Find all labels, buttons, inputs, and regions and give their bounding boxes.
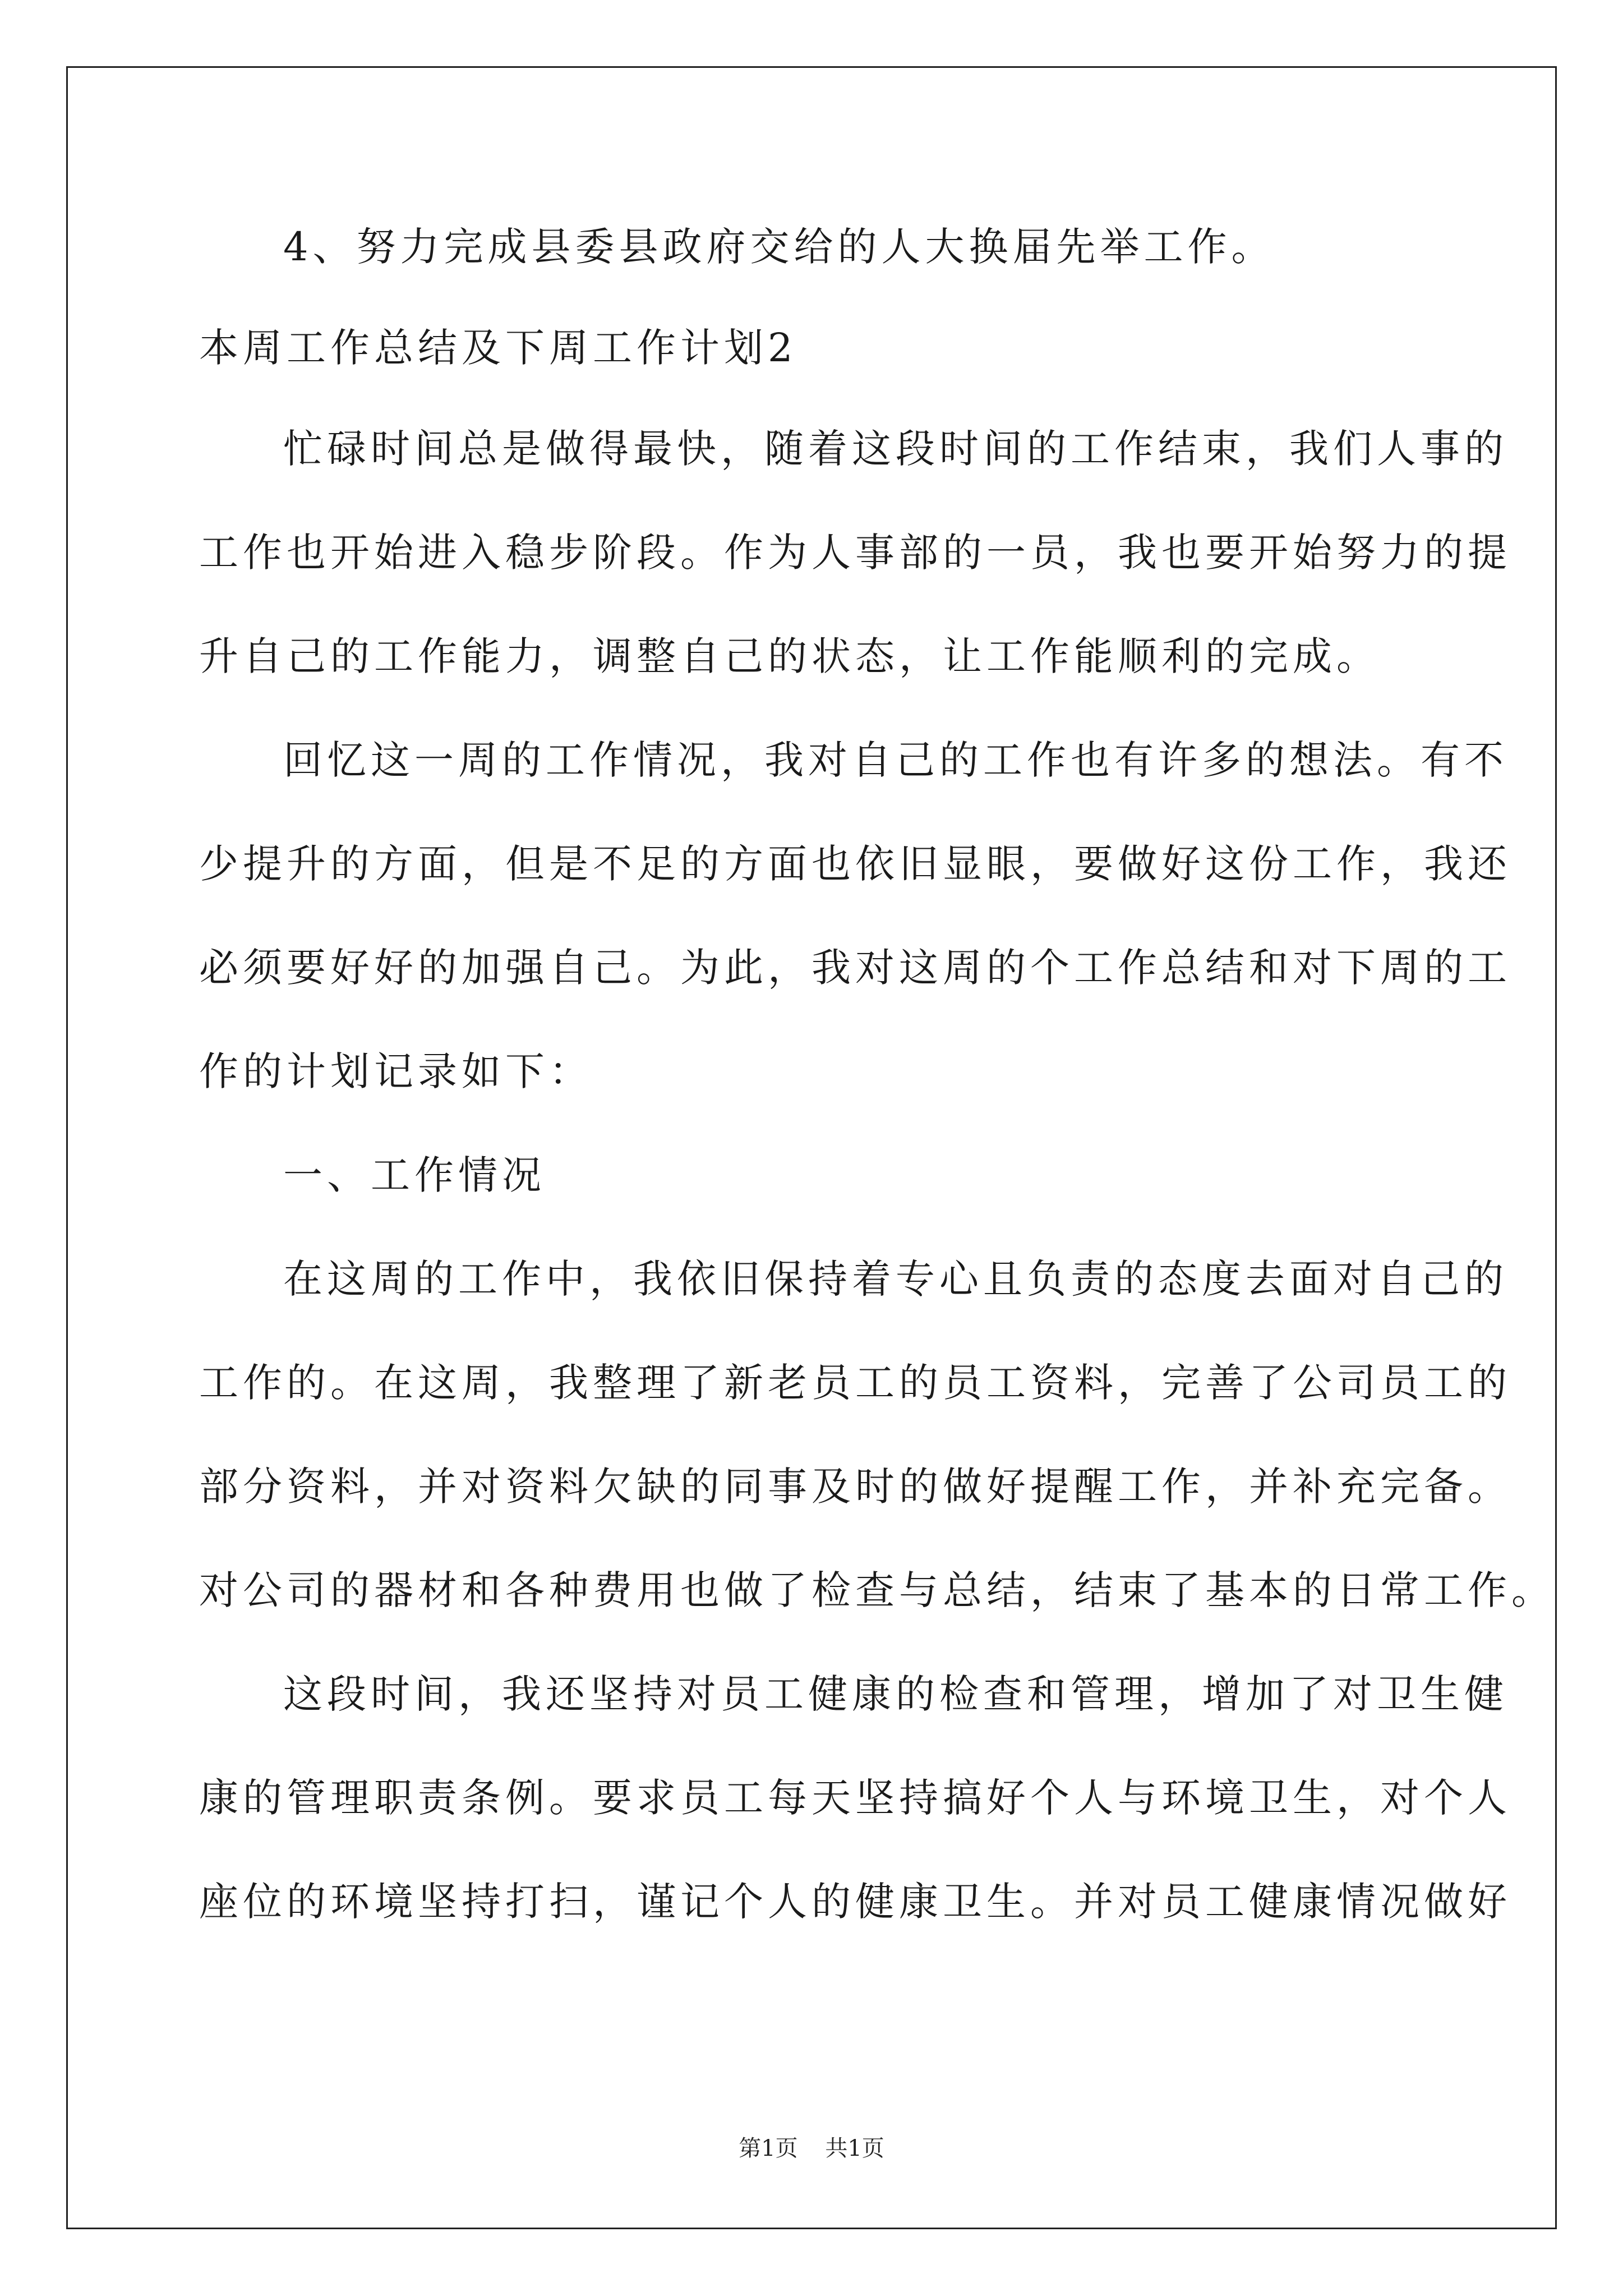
paragraph-line: 工作的。在这周，我整理了新老员工的员工资料，完善了公司员工的 — [199, 1360, 1511, 1406]
paragraph-line: 部分资料，并对资料欠缺的同事及时的做好提醒工作，并补充完备。 — [199, 1464, 1511, 1510]
paragraph-line: 工作也开始进入稳步阶段。作为人事部的一员，我也要开始努力的提 — [199, 530, 1511, 576]
paragraph-line: 在这周的工作中，我依旧保持着专心且负责的态度去面对自己的 — [283, 1256, 1508, 1302]
paragraph-line: 座位的环境坚持打扫，谨记个人的健康卫生。并对员工健康情况做好 — [199, 1879, 1511, 1925]
section-heading: 本周工作总结及下周工作计划2 — [199, 325, 797, 371]
paragraph-line: 升自己的工作能力，调整自己的状态，让工作能顺利的完成。 — [199, 633, 1380, 679]
paragraph-line: 作的计划记录如下： — [199, 1048, 593, 1094]
paragraph-line: 这段时间，我还坚持对员工健康的检查和管理，增加了对卫生健 — [283, 1671, 1508, 1717]
paragraph-line: 忙碌时间总是做得最快，随着这段时间的工作结束，我们人事的 — [283, 426, 1508, 472]
page-total: 共1页 — [825, 2136, 884, 2161]
page-footer — [0, 2132, 1623, 2165]
paragraph-line: 少提升的方面，但是不足的方面也依旧显眼，要做好这份工作，我还 — [199, 841, 1511, 887]
page-number: 第1页 — [739, 2136, 798, 2161]
paragraph-line: 必须要好好的加强自己。为此，我对这周的个工作总结和对下周的工 — [199, 945, 1511, 991]
paragraph-line: 对公司的器材和各种费用也做了检查与总结，结束了基本的日常工作。 — [199, 1567, 1555, 1613]
paragraph-line: 4、努力完成县委县政府交给的人大换届先举工作。 — [283, 224, 1275, 270]
paragraph-line: 回忆这一周的工作情况，我对自己的工作也有许多的想法。有不 — [283, 737, 1508, 783]
paragraph-line: 康的管理职责条例。要求员工每天坚持搞好个人与环境卫生，对个人 — [199, 1775, 1511, 1821]
subsection-heading: 一、工作情况 — [283, 1152, 546, 1198]
